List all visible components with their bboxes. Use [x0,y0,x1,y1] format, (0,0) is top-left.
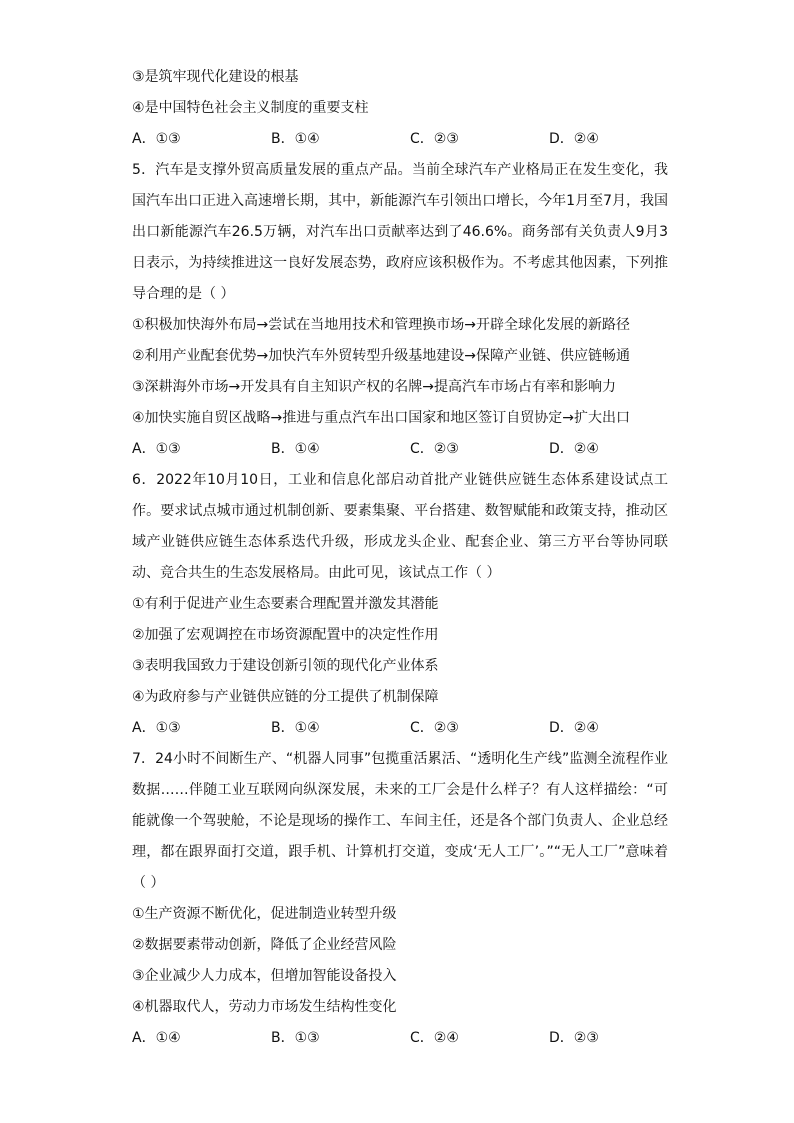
q7-option-c: C．②④ [410,1030,459,1046]
q7-item-2: ②数据要素带动创新，降低了企业经营风险 [132,937,397,953]
q5-options [132,434,668,465]
q7-item-3: ③企业减少人力成本，但增加智能设备投入 [132,968,397,984]
q4-option-c: C．②③ [410,131,459,147]
q6-option-c: C．②③ [410,720,459,736]
q7-option-a: A．①④ [132,1030,181,1046]
q4-option-d: D．②④ [549,131,599,147]
q5-stem: 5．汽车是支撑外贸高质量发展的重点产品。当前全球汽车产业格局正在发生变化，我国汽车出口正进入高速增长期，其中，新能源汽车引领出口增长，今年1月至7月，我国出口新能源汽车26.5万辆，对汽车出口贡献率达到了46.6%。商务部有关负责人9月3日表示，为持续推进这一良好发展态势，政府应该积极作为。不考虑其他因素，下列推导合理的是（ ） [132,162,668,302]
q7-item-4: ④机器取代人，劳动力市场发生结构性变化 [132,999,397,1015]
q6-option-d: D．②④ [549,720,599,736]
q6-item-3: ③表明我国致力于建设创新引领的现代化产业体系 [132,658,439,674]
q5-item-1: ①积极加快海外布局→尝试在当地用技术和管理换市场→开辟全球化发展的新路径 [132,317,631,333]
q7-option-d: D．②③ [549,1030,599,1046]
q5-option-a: A．①③ [132,441,181,457]
exam-page [132,62,668,1054]
q5-option-d: D．②④ [549,441,599,457]
q5-option-c: C．②③ [410,441,459,457]
q6-option-a: A．①③ [132,720,181,736]
q6-item-4: ④为政府参与产业链供应链的分工提供了机制保障 [132,689,439,705]
q6-options [132,713,668,744]
q5-item-3: ③深耕海外市场→开发具有自主知识产权的名牌→提高汽车市场占有率和影响力 [132,379,617,395]
q5-option-b: B．①④ [271,441,320,457]
q6-item-2: ②加强了宏观调控在市场资源配置中的决定性作用 [132,627,439,643]
q4-item-4: ④是中国特色社会主义制度的重要支柱 [132,100,369,116]
q4-option-b: B．①④ [271,131,320,147]
q6-option-b: B．①④ [271,720,320,736]
q4-option-a: A．①③ [132,131,181,147]
q5-item-2: ②利用产业配套优势→加快汽车外贸转型升级基地建设→保障产业链、供应链畅通 [132,348,631,364]
q4-options [132,124,668,155]
q4-item-3: ③是筑牢现代化建设的根基 [132,69,299,85]
q7-options [132,1023,668,1054]
q5-item-4: ④加快实施自贸区战略→推进与重点汽车出口国家和地区签订自贸协定→扩大出口 [132,410,631,426]
q6-stem: 6．2022年10月10日，工业和信息化部启动首批产业链供应链生态体系建设试点工作。要求试点城市通过机制创新、要素集聚、平台搭建、数智赋能和政策支持，推动区域产业链供应链生态体系迭代升级，形成龙头企业、配套企业、第三方平台等协同联动、竞合共生的生态发展格局。由此可见，该试点工作（ ） [132,472,668,581]
q7-stem: 7．24小时不间断生产、“机器人同事”包揽重活累活、“透明化生产线”监测全流程作业数据……伴随工业互联网向纵深发展，未来的工厂会是什么样子？有人这样描绘：“可能就像一个驾驶舱，不论是现场的操作工、车间主任，还是各个部门负责人、企业总经理，都在跟界面打交道，跟手机、计算机打交道，变成‘无人工厂’。”“无人工厂”意味着（ ） [132,751,668,891]
q7-item-1: ①生产资源不断优化，促进制造业转型升级 [132,906,397,922]
q7-option-b: B．①③ [271,1030,320,1046]
q6-item-1: ①有利于促进产业生态要素合理配置并激发其潜能 [132,596,439,612]
